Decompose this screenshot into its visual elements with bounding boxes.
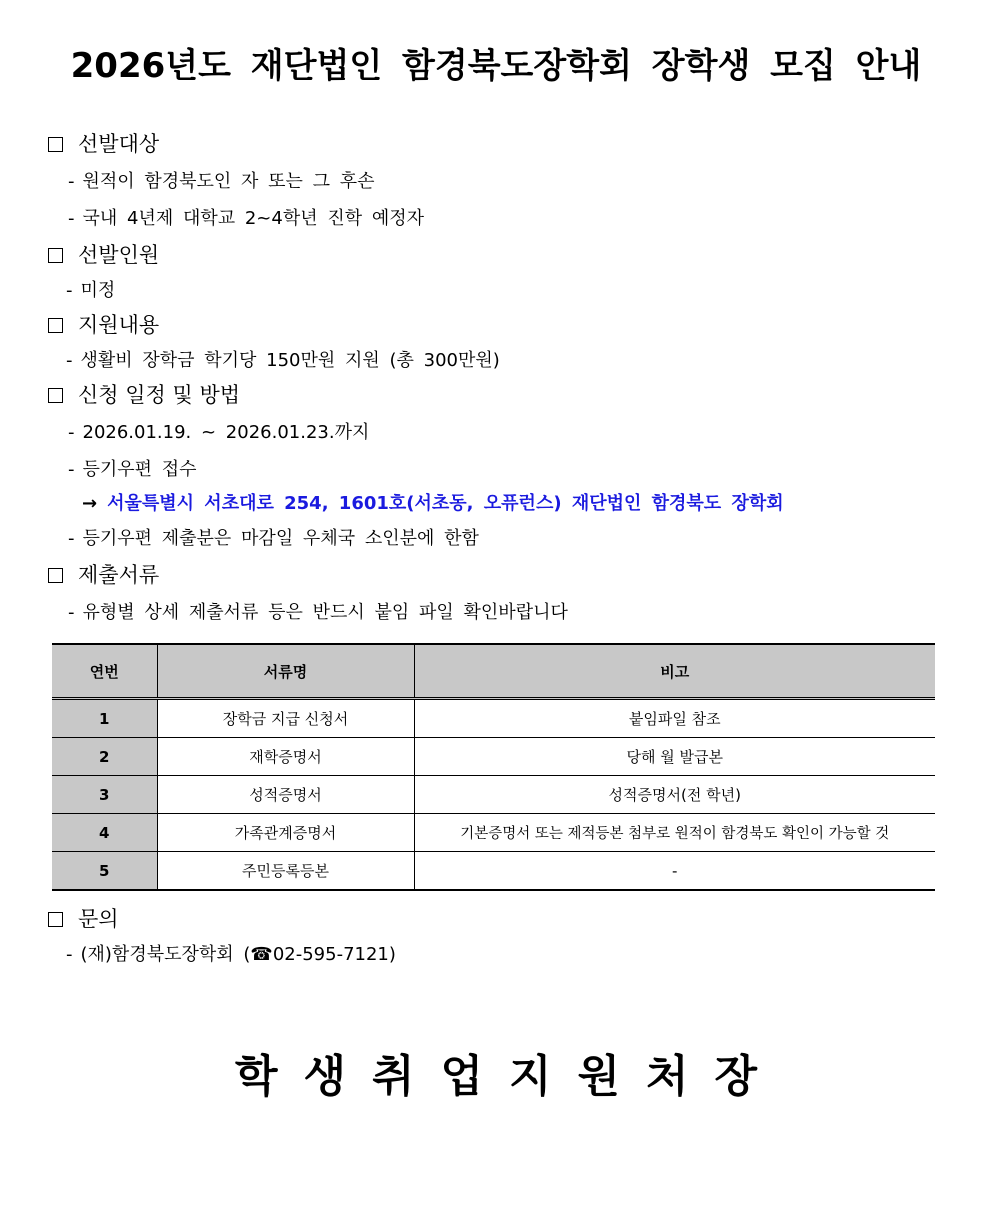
document-remark: 성적증명서(전 학년)	[414, 776, 935, 814]
checkbox-square-icon	[48, 568, 63, 583]
row-number: 3	[52, 776, 157, 814]
row-number: 4	[52, 814, 157, 852]
list-item: - 등기우편 제출분은 마감일 우체국 소인분에 한함	[68, 528, 479, 549]
list-item: - 생활비 장학금 학기당 150만원 지원 (총 300만원)	[66, 350, 500, 371]
application-period: 2026.01.19. ~ 2026.01.23.까지	[82, 422, 370, 443]
section-heading: 선발인원	[78, 243, 160, 267]
checkbox-square-icon	[48, 248, 63, 263]
list-item: - 유형별 상세 제출서류 등은 반드시 붙임 파일 확인바랍니다	[68, 602, 568, 623]
section-heading: 선발대상	[78, 132, 160, 156]
section-contact	[48, 905, 119, 933]
arrow-right-icon: →	[82, 493, 98, 514]
checkbox-square-icon	[48, 318, 63, 333]
table-row	[52, 852, 935, 891]
document-name: 가족관계증명서	[157, 814, 414, 852]
document-name: 재학증명서	[157, 738, 414, 776]
table-row	[52, 776, 935, 814]
document-remark: 당해 월 발급본	[414, 738, 935, 776]
table-row	[52, 814, 935, 852]
list-item: - 2026.01.19. ~ 2026.01.23.까지	[68, 422, 370, 443]
document-remark: -	[414, 852, 935, 891]
contact-line: - (재)함경북도장학회 (☎02-595-7121)	[66, 944, 396, 965]
section-heading: 문의	[78, 907, 119, 931]
column-header: 비고	[414, 644, 935, 699]
section-documents	[48, 561, 159, 589]
list-item: - 국내 4년제 대학교 2~4학년 진학 예정자	[68, 208, 424, 229]
section-heading: 지원내용	[78, 313, 160, 337]
table-row	[52, 699, 935, 738]
application-method: 등기우편 접수	[82, 459, 197, 480]
checkbox-square-icon	[48, 912, 63, 927]
document-remark: 붙임파일 참조	[414, 699, 935, 738]
mailing-address: 서울특별시 서초대로 254, 1601호(서초동, 오퓨런스) 재단법인 함경북도 장학회	[107, 493, 784, 514]
address-line	[82, 492, 784, 516]
section-heading: 제출서류	[78, 563, 160, 587]
documents-table	[52, 643, 935, 891]
section-quota	[48, 241, 159, 269]
section-heading: 신청 일정 및 방법	[78, 383, 241, 407]
signature-office: 학생취업지원처장	[234, 1051, 784, 1102]
row-number: 2	[52, 738, 157, 776]
page-title: 2026년도 재단법인 함경북도장학회 장학생 모집 안내	[70, 46, 922, 86]
document-name: 주민등록등본	[157, 852, 414, 891]
list-item: - 미정	[66, 280, 116, 301]
section-support	[48, 311, 159, 339]
document-name: 성적증명서	[157, 776, 414, 814]
table-row	[52, 738, 935, 776]
column-header: 연번	[52, 644, 157, 699]
document-remark: 기본증명서 또는 제적등본 첨부로 원적이 함경북도 확인이 가능할 것	[414, 814, 935, 852]
checkbox-square-icon	[48, 137, 63, 152]
section-application	[48, 381, 240, 409]
checkbox-square-icon	[48, 388, 63, 403]
document-name: 장학금 지급 신청서	[157, 699, 414, 738]
contact-info: (재)함경북도장학회 (☎02-595-7121)	[80, 944, 396, 965]
list-item: - 원적이 함경북도인 자 또는 그 후손	[68, 171, 375, 192]
table-header-row	[52, 644, 935, 699]
column-header: 서류명	[157, 644, 414, 699]
row-number: 1	[52, 699, 157, 738]
row-number: 5	[52, 852, 157, 891]
list-item: - 등기우편 접수	[68, 459, 197, 480]
section-eligibility	[48, 130, 159, 158]
